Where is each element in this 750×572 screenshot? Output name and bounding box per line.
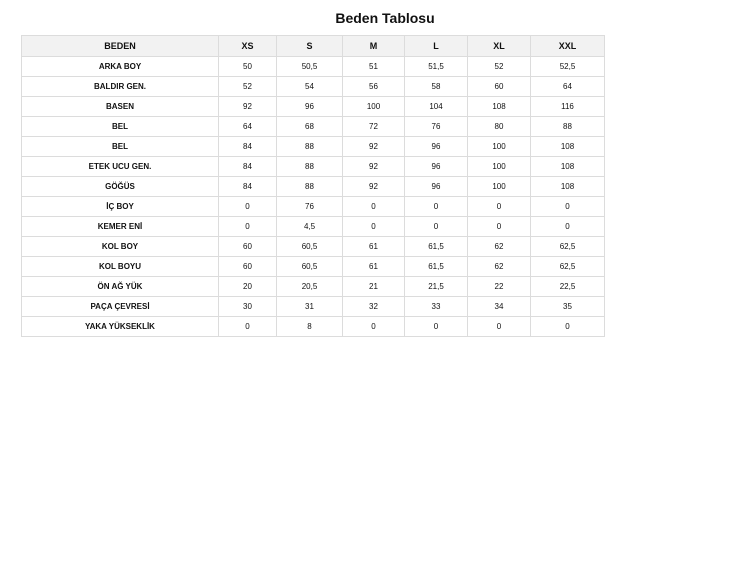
table-cell: 88 — [277, 157, 343, 177]
table-header-row — [22, 36, 605, 57]
table-cell: 32 — [343, 297, 405, 317]
table-cell: 72 — [343, 117, 405, 137]
row-label: ÖN AĞ YÜK — [22, 277, 219, 297]
table-cell: 0 — [405, 197, 468, 217]
table-cell: 88 — [277, 177, 343, 197]
table-cell: 0 — [219, 317, 277, 337]
table-cell: 30 — [219, 297, 277, 317]
table-cell: 60 — [219, 237, 277, 257]
table-cell: 60 — [468, 77, 531, 97]
table-cell: 100 — [468, 137, 531, 157]
row-label: BALDIR GEN. — [22, 77, 219, 97]
table-cell: 0 — [343, 197, 405, 217]
table-cell: 64 — [531, 77, 605, 97]
header-cell-size: XXL — [531, 36, 605, 57]
table-cell: 62,5 — [531, 257, 605, 277]
table-cell: 61,5 — [405, 237, 468, 257]
table-cell: 84 — [219, 157, 277, 177]
table-cell: 76 — [405, 117, 468, 137]
table-row — [22, 117, 605, 137]
table-cell: 60,5 — [277, 237, 343, 257]
table-cell: 51 — [343, 57, 405, 77]
table-cell: 60 — [219, 257, 277, 277]
table-cell: 68 — [277, 117, 343, 137]
header-cell-size: M — [343, 36, 405, 57]
table-cell: 0 — [405, 317, 468, 337]
table-cell: 34 — [468, 297, 531, 317]
table-cell: 62 — [468, 237, 531, 257]
table-cell: 84 — [219, 177, 277, 197]
table-cell: 62,5 — [531, 237, 605, 257]
table-cell: 0 — [468, 217, 531, 237]
table-row — [22, 317, 605, 337]
table-cell: 52 — [468, 57, 531, 77]
row-label: BEL — [22, 117, 219, 137]
table-cell: 84 — [219, 137, 277, 157]
table-cell: 60,5 — [277, 257, 343, 277]
table-cell: 76 — [277, 197, 343, 217]
table-cell: 116 — [531, 97, 605, 117]
table-row — [22, 57, 605, 77]
header-cell-size: XL — [468, 36, 531, 57]
table-cell: 0 — [219, 217, 277, 237]
table-cell: 96 — [277, 97, 343, 117]
table-cell: 61 — [343, 237, 405, 257]
table-row — [22, 277, 605, 297]
header-cell-beden: BEDEN — [22, 36, 219, 57]
table-cell: 21 — [343, 277, 405, 297]
table-cell: 88 — [531, 117, 605, 137]
table-row — [22, 177, 605, 197]
table-cell: 96 — [405, 137, 468, 157]
table-cell: 100 — [468, 157, 531, 177]
table-cell: 104 — [405, 97, 468, 117]
table-row — [22, 157, 605, 177]
table-row — [22, 77, 605, 97]
table-row — [22, 257, 605, 277]
table-cell: 108 — [468, 97, 531, 117]
table-cell: 61,5 — [405, 257, 468, 277]
row-label: İÇ BOY — [22, 197, 219, 217]
table-cell: 100 — [343, 97, 405, 117]
row-label: KOL BOYU — [22, 257, 219, 277]
table-cell: 50,5 — [277, 57, 343, 77]
row-label: BASEN — [22, 97, 219, 117]
row-label: KOL BOY — [22, 237, 219, 257]
table-cell: 20,5 — [277, 277, 343, 297]
table-cell: 108 — [531, 177, 605, 197]
table-row — [22, 297, 605, 317]
table-cell: 100 — [468, 177, 531, 197]
header-cell-size: S — [277, 36, 343, 57]
table-cell: 96 — [405, 157, 468, 177]
table-cell: 0 — [219, 197, 277, 217]
table-row — [22, 237, 605, 257]
table-cell: 96 — [405, 177, 468, 197]
page-title: Beden Tablosu — [335, 10, 435, 26]
table-cell: 62 — [468, 257, 531, 277]
table-cell: 50 — [219, 57, 277, 77]
table-cell: 20 — [219, 277, 277, 297]
table-cell: 108 — [531, 137, 605, 157]
table-cell: 64 — [219, 117, 277, 137]
table-cell: 56 — [343, 77, 405, 97]
table-cell: 22,5 — [531, 277, 605, 297]
row-label: GÖĞÜS — [22, 177, 219, 197]
table-cell: 31 — [277, 297, 343, 317]
table-cell: 22 — [468, 277, 531, 297]
table-cell: 0 — [531, 317, 605, 337]
table-cell: 80 — [468, 117, 531, 137]
table-cell: 92 — [343, 137, 405, 157]
row-label: PAÇA ÇEVRESİ — [22, 297, 219, 317]
row-label: ARKA BOY — [22, 57, 219, 77]
table-cell: 88 — [277, 137, 343, 157]
table-cell: 0 — [405, 217, 468, 237]
table-cell: 0 — [468, 317, 531, 337]
table-row — [22, 217, 605, 237]
row-label: KEMER ENİ — [22, 217, 219, 237]
table-cell: 52,5 — [531, 57, 605, 77]
table-row — [22, 97, 605, 117]
size-chart-table — [21, 35, 605, 337]
table-cell: 58 — [405, 77, 468, 97]
table-cell: 92 — [219, 97, 277, 117]
table-cell: 108 — [531, 157, 605, 177]
table-row — [22, 197, 605, 217]
table-cell: 21,5 — [405, 277, 468, 297]
table-cell: 0 — [531, 217, 605, 237]
table-cell: 0 — [531, 197, 605, 217]
table-cell: 92 — [343, 177, 405, 197]
row-label: YAKA YÜKSEKLİK — [22, 317, 219, 337]
table-body — [22, 57, 605, 337]
header-cell-size: L — [405, 36, 468, 57]
table-cell: 54 — [277, 77, 343, 97]
table-cell: 4,5 — [277, 217, 343, 237]
table-cell: 0 — [343, 317, 405, 337]
table-cell: 35 — [531, 297, 605, 317]
table-cell: 8 — [277, 317, 343, 337]
table-cell: 92 — [343, 157, 405, 177]
table-cell: 61 — [343, 257, 405, 277]
table-cell: 51,5 — [405, 57, 468, 77]
table-cell: 33 — [405, 297, 468, 317]
table-cell: 52 — [219, 77, 277, 97]
row-label: BEL — [22, 137, 219, 157]
table-row — [22, 137, 605, 157]
row-label: ETEK UCU GEN. — [22, 157, 219, 177]
table-cell: 0 — [468, 197, 531, 217]
table-cell: 0 — [343, 217, 405, 237]
header-cell-size: XS — [219, 36, 277, 57]
